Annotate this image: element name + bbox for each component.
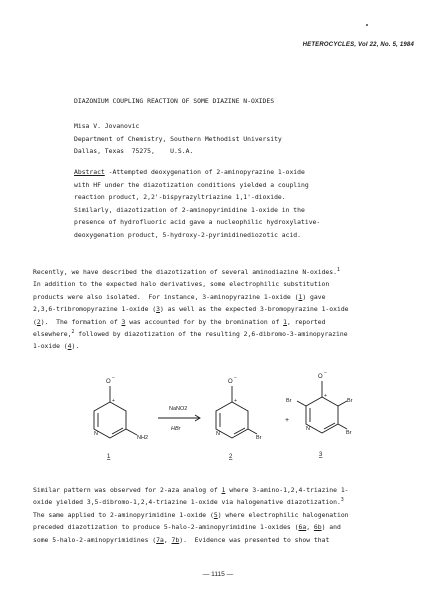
plus-charge: + xyxy=(234,398,237,404)
body-line xyxy=(33,509,413,521)
abstract-text: -Attempted deoxygenation of 2-aminopyrazine 1-oxide xyxy=(104,168,305,176)
compound-label-2: 2 xyxy=(229,454,233,460)
body-text: ). xyxy=(71,342,80,351)
body-text: followed by diazotization of the resulting 2,6-dibromo-3-aminopyrazine xyxy=(74,330,348,339)
body-text: products were also isolated. For instance, 3-aminopyrazine 1-oxide ( xyxy=(33,292,299,301)
oxide-o: O xyxy=(106,379,111,385)
reagent-nano2: NaNO2 xyxy=(169,406,188,412)
plus-charge: + xyxy=(112,398,115,404)
body-text: oxide yielded 3,5-dibromo-1,2,4-triazine 1-oxide via halogenative diazotization. xyxy=(33,498,341,507)
abstract-line: with HF under the diazotization conditions yielded a coupling xyxy=(74,180,309,189)
body-text: some 5-halo-2-aminopyrimidines ( xyxy=(33,535,157,544)
body-line xyxy=(33,484,413,496)
compound-ref: 3 xyxy=(121,317,126,326)
minus-charge: − xyxy=(324,372,327,376)
body-text: where 3-amino-1,2,4-triazine 1- xyxy=(225,486,349,494)
bromo-group: Br xyxy=(347,398,353,404)
author-address: Dallas, Texas 75275, U.S.A. xyxy=(74,147,194,155)
compound-ref: 7b xyxy=(171,535,180,544)
body-line xyxy=(33,316,413,328)
speck-mark xyxy=(366,24,368,26)
ring-nitrogen: N xyxy=(216,431,220,437)
author-department: Department of Chemistry, Southern Methodist University xyxy=(74,134,282,143)
body-text: , xyxy=(306,523,314,532)
author-block xyxy=(74,120,282,158)
body-line xyxy=(33,291,413,303)
body-text: , xyxy=(163,535,172,544)
reaction-scheme xyxy=(0,372,436,472)
footnote-ref: 1 xyxy=(336,268,340,273)
compound-ref: 1 xyxy=(298,292,303,301)
body-paragraph-2 xyxy=(33,484,413,546)
ring-nitrogen: N xyxy=(306,426,310,432)
body-text: The same applied to 2-aminopyrimidine 1-oxide ( xyxy=(33,510,214,519)
body-text: , reported xyxy=(287,317,326,326)
compound-ref: 6a xyxy=(298,523,307,532)
author-name: Misa V. Jovanovic xyxy=(74,122,140,130)
body-line xyxy=(33,534,413,546)
body-text: was accounted for by the bromination of xyxy=(125,317,284,326)
body-line xyxy=(33,521,413,533)
ring-nitrogen: N xyxy=(94,431,98,437)
compound-ref: 2 xyxy=(36,317,41,326)
reagent-hbr: HBr xyxy=(171,426,181,432)
body-text: ) and xyxy=(321,523,341,532)
abstract-block xyxy=(74,166,404,241)
article-title: DIAZONIUM COUPLING REACTION OF SOME DIAZINE N-OXIDES xyxy=(74,97,275,105)
oxide-o: O xyxy=(228,379,233,385)
compound-ref: 7a xyxy=(156,535,164,544)
body-paragraph-1 xyxy=(33,266,413,353)
minus-charge: − xyxy=(112,375,115,381)
bromo-group: Br xyxy=(286,398,292,404)
body-text: ) where electrophilic halogenation xyxy=(217,510,349,519)
compound-ref: 1 xyxy=(283,317,287,326)
body-text: ). The formation of xyxy=(40,317,122,326)
body-line xyxy=(33,340,413,352)
amino-group: NH2 xyxy=(137,435,149,441)
abstract-line: reaction product, 2,2'-bispyrazyltriazine 1,1'-dioxide. xyxy=(74,193,286,201)
body-text: ( xyxy=(33,317,37,326)
body-text: ) gave xyxy=(302,292,326,301)
compound-2-structure xyxy=(216,375,262,460)
compound-label-3: 3 xyxy=(319,452,323,458)
compound-ref: 4 xyxy=(67,342,72,351)
body-line xyxy=(33,303,413,315)
minus-charge: − xyxy=(234,375,237,381)
footnote-ref: 2 xyxy=(71,330,75,336)
body-text: 1-oxide ( xyxy=(33,342,68,351)
body-text: ). Evidence was presented to show that xyxy=(179,535,330,544)
compound-3-structure xyxy=(286,372,353,458)
body-text: elsewhere, xyxy=(33,330,72,339)
bromo-group: Br xyxy=(256,435,262,441)
compound-1-structure xyxy=(94,375,148,460)
plus-sign: + xyxy=(285,417,290,424)
oxide-o: O xyxy=(318,374,323,380)
plus-charge: + xyxy=(324,393,327,399)
body-line xyxy=(33,496,413,508)
body-text: ) as well as the expected 3-bromopyrazine 1-oxide xyxy=(159,305,349,314)
body-line xyxy=(33,328,413,340)
body-line: In addition to the expected halo derivatives, some electrophilic substitution xyxy=(33,280,330,289)
reaction-arrow xyxy=(158,406,200,432)
abstract-line: deoxygenation product, 5-hydroxy-2-pyrimidinediozotic acid. xyxy=(74,230,302,239)
body-text: Similar pattern was observed for 2-aza analog of xyxy=(33,486,222,494)
page-number: — 1115 — xyxy=(202,571,234,578)
compound-ref: 5 xyxy=(213,510,218,519)
body-line xyxy=(33,266,413,278)
compound-ref: 6b xyxy=(313,523,322,532)
abstract-line xyxy=(74,166,404,179)
body-text: preceded diazotization to produce 5-halo-2-aminopyrimidine 1-oxides ( xyxy=(33,523,299,532)
body-text: Recently, we have described the diazotization of several aminodiazine N-oxides. xyxy=(33,268,337,276)
compound-label-1: 1 xyxy=(107,454,111,460)
abstract-line: Similarly, diazotization of 2-aminopyrimidine 1-oxide in the xyxy=(74,205,305,214)
compound-ref: 3 xyxy=(156,305,160,314)
footnote-ref: 3 xyxy=(340,498,344,504)
abstract-line: presence of hydrofluoric acid gave a nucleophilic hydroxylative- xyxy=(74,218,321,226)
abstract-label: Abstract xyxy=(74,168,105,176)
compound-ref: 1 xyxy=(221,486,226,494)
journal-header: HETEROCYCLES, Vol 22, No. 5, 1984 xyxy=(302,42,414,48)
body-text: 2,3,6-tribromopyrazine 1-oxide ( xyxy=(33,305,157,314)
bromo-group: Br xyxy=(346,430,352,436)
